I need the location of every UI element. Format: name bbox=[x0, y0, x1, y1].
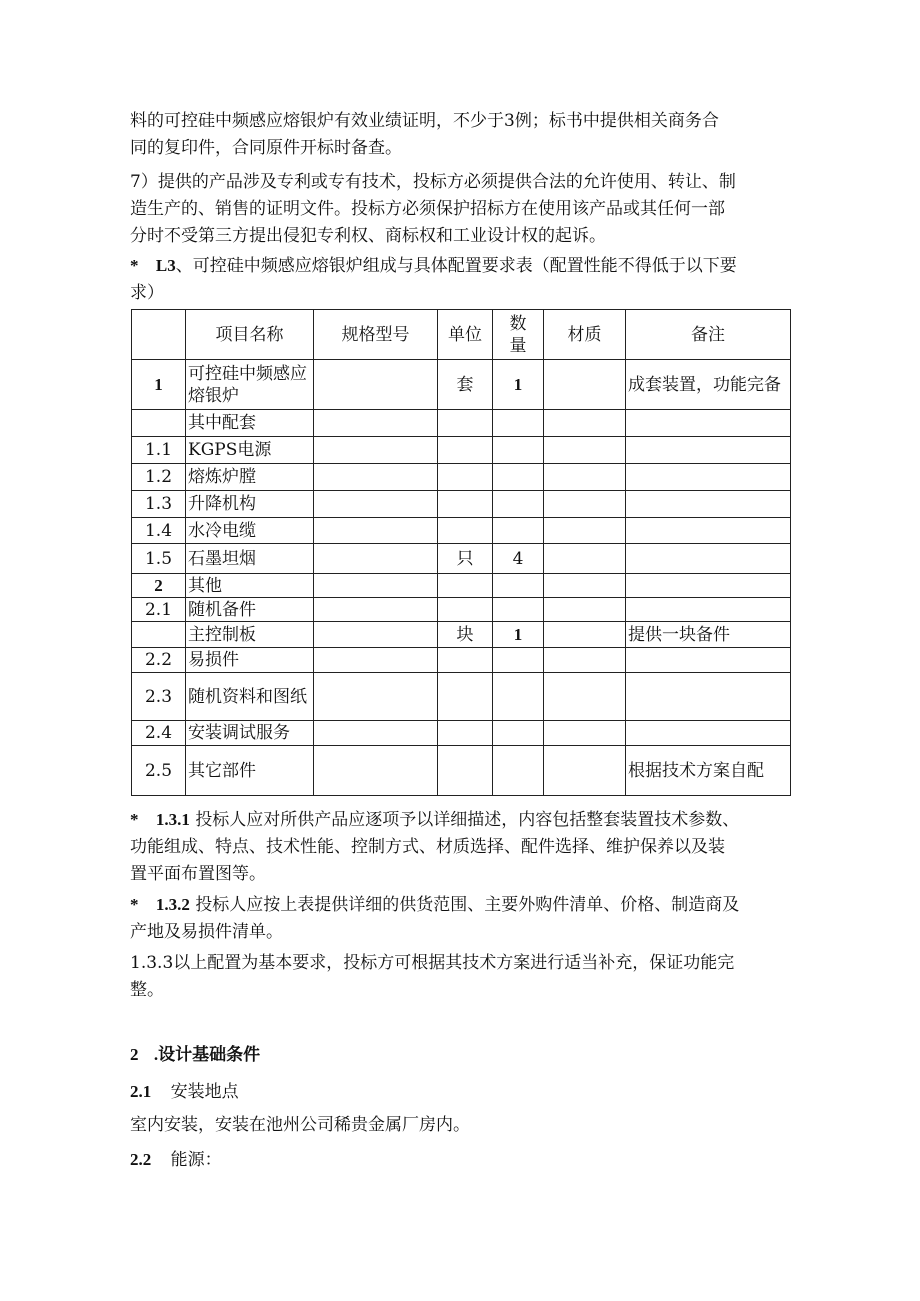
note-1-3-1 bbox=[130, 806, 790, 888]
intro-paragraph bbox=[130, 108, 790, 162]
table-row bbox=[132, 464, 791, 491]
header-unit: 单位 bbox=[438, 310, 493, 360]
row-model bbox=[314, 410, 438, 437]
note-1-3-2 bbox=[130, 891, 790, 946]
row-no: 1 bbox=[132, 360, 186, 410]
row-remark bbox=[626, 648, 791, 673]
table-row bbox=[132, 574, 791, 598]
row-name: 随机备件 bbox=[186, 598, 314, 622]
note-1-3-2-line-1: 投标人应按上表提供详细的供货范围、主要外购件清单、价格、制造商及 bbox=[195, 895, 740, 915]
row-qty: 1 bbox=[493, 360, 544, 410]
row-remark bbox=[626, 464, 791, 491]
header-qty: 数量 bbox=[493, 310, 544, 360]
table-row bbox=[132, 746, 791, 796]
row-model bbox=[314, 464, 438, 491]
row-material bbox=[544, 673, 626, 721]
row-no: 2.3 bbox=[132, 673, 186, 721]
row-name: KGPS电源 bbox=[186, 437, 314, 464]
row-remark bbox=[626, 673, 791, 721]
header-remark: 备注 bbox=[626, 310, 791, 360]
row-name: 升降机构 bbox=[186, 491, 314, 518]
note-1-3-3-line-2: 整。 bbox=[130, 980, 164, 1000]
row-model bbox=[314, 622, 438, 648]
row-remark: 成套装置，功能完备 bbox=[626, 360, 791, 410]
note-1-3-1-line-1: 投标人应对所供产品应逐项予以详细描述，内容包括整套装置技术参数、 bbox=[195, 810, 740, 830]
table-header-row bbox=[132, 310, 791, 360]
section-2-1-body: 室内安装，安装在池州公司稀贵金属厂房内。 bbox=[130, 1115, 470, 1135]
row-qty bbox=[493, 746, 544, 796]
row-unit bbox=[438, 648, 493, 673]
row-material bbox=[544, 574, 626, 598]
row-model bbox=[314, 491, 438, 518]
row-no: 1.1 bbox=[132, 437, 186, 464]
table-row bbox=[132, 673, 791, 721]
row-name: 其中配套 bbox=[186, 410, 314, 437]
row-qty bbox=[493, 437, 544, 464]
table-row bbox=[132, 648, 791, 673]
config-table bbox=[131, 309, 791, 796]
row-unit bbox=[438, 721, 493, 746]
note-1-3-1-star: * bbox=[130, 810, 139, 829]
row-qty bbox=[493, 518, 544, 544]
row-remark bbox=[626, 574, 791, 598]
row-unit bbox=[438, 598, 493, 622]
row-unit bbox=[438, 437, 493, 464]
table-row bbox=[132, 437, 791, 464]
section-2-title: .设计基础条件 bbox=[153, 1045, 261, 1064]
row-model bbox=[314, 721, 438, 746]
row-qty: 1 bbox=[493, 622, 544, 648]
row-model bbox=[314, 574, 438, 598]
row-qty bbox=[493, 648, 544, 673]
row-qty bbox=[493, 598, 544, 622]
row-unit bbox=[438, 464, 493, 491]
table-row bbox=[132, 518, 791, 544]
row-qty: 4 bbox=[493, 544, 544, 574]
row-no: 2.1 bbox=[132, 598, 186, 622]
row-model bbox=[314, 673, 438, 721]
table-row bbox=[132, 410, 791, 437]
row-no: 2 bbox=[132, 574, 186, 598]
item-7-paragraph bbox=[130, 169, 790, 250]
row-name: 可控硅中频感应熔银炉 bbox=[186, 360, 314, 410]
row-remark bbox=[626, 410, 791, 437]
row-remark bbox=[626, 721, 791, 746]
section-2-1-number: 2.1 bbox=[130, 1082, 152, 1101]
section-2-2-title: 能源： bbox=[170, 1150, 222, 1170]
section-2-2-heading bbox=[130, 1146, 790, 1174]
table-row bbox=[132, 491, 791, 518]
row-no: 2.2 bbox=[132, 648, 186, 673]
section-2-1-title: 安装地点 bbox=[170, 1082, 239, 1102]
row-qty bbox=[493, 673, 544, 721]
header-name: 项目名称 bbox=[186, 310, 314, 360]
row-name: 安装调试服务 bbox=[186, 721, 314, 746]
note-1-3-1-line-2: 功能组成、特点、技术性能、控制方式、材质选择、配件选择、维护保养以及装 bbox=[130, 837, 725, 857]
row-no bbox=[132, 622, 186, 648]
row-unit bbox=[438, 491, 493, 518]
table-row bbox=[132, 622, 791, 648]
row-qty bbox=[493, 721, 544, 746]
item-7-line-3: 分时不受第三方提出侵犯专利权、商标权和工业设计权的起诉。 bbox=[130, 226, 606, 246]
section-2-number: 2 bbox=[130, 1045, 139, 1064]
row-name: 随机资料和图纸 bbox=[186, 673, 314, 721]
row-no: 1.2 bbox=[132, 464, 186, 491]
note-1-3-3-line-1: 1.3.3以上配置为基本要求，投标方可根据其技术方案进行适当补充，保证功能完 bbox=[130, 953, 735, 973]
row-no: 1.5 bbox=[132, 544, 186, 574]
row-no: 2.4 bbox=[132, 721, 186, 746]
row-unit bbox=[438, 673, 493, 721]
section-2-2-number: 2.2 bbox=[130, 1150, 152, 1169]
note-1-3-2-number: 1.3.2 bbox=[155, 895, 190, 914]
table-row bbox=[132, 544, 791, 574]
intro-line-2: 同的复印件，合同原件开标时备查。 bbox=[130, 138, 402, 158]
section-2-heading bbox=[130, 1041, 790, 1069]
row-unit bbox=[438, 518, 493, 544]
note-1-3-3 bbox=[130, 950, 790, 1004]
row-model bbox=[314, 598, 438, 622]
row-material bbox=[544, 544, 626, 574]
row-qty bbox=[493, 464, 544, 491]
row-unit: 只 bbox=[438, 544, 493, 574]
row-material bbox=[544, 437, 626, 464]
row-name: 水冷电缆 bbox=[186, 518, 314, 544]
row-remark bbox=[626, 518, 791, 544]
row-model bbox=[314, 648, 438, 673]
row-name: 其它部件 bbox=[186, 746, 314, 796]
item-7-line-1: 7）提供的产品涉及专利或专有技术，投标方必须提供合法的允许使用、转让、制 bbox=[130, 172, 736, 192]
row-remark bbox=[626, 491, 791, 518]
row-name: 其他 bbox=[186, 574, 314, 598]
item-7-line-2: 造生产的、销售的证明文件。投标方必须保护招标方在使用该产品或其任何一部 bbox=[130, 199, 725, 219]
table-title-line-1: 、可控硅中频感应熔银炉组成与具体配置要求表（配置性能不得低于以下要 bbox=[175, 256, 737, 276]
table-row bbox=[132, 598, 791, 622]
row-model bbox=[314, 518, 438, 544]
row-qty bbox=[493, 574, 544, 598]
table-title-number: L3 bbox=[155, 256, 176, 275]
row-unit bbox=[438, 746, 493, 796]
header-material: 材质 bbox=[544, 310, 626, 360]
row-model bbox=[314, 544, 438, 574]
note-1-3-1-line-3: 置平面布置图等。 bbox=[130, 864, 266, 884]
row-no bbox=[132, 410, 186, 437]
row-unit bbox=[438, 410, 493, 437]
row-material bbox=[544, 622, 626, 648]
row-no: 1.3 bbox=[132, 491, 186, 518]
row-qty bbox=[493, 491, 544, 518]
row-material bbox=[544, 491, 626, 518]
row-material bbox=[544, 464, 626, 491]
row-name: 易损件 bbox=[186, 648, 314, 673]
table-title bbox=[130, 252, 790, 307]
row-model bbox=[314, 746, 438, 796]
row-remark bbox=[626, 544, 791, 574]
row-name: 石墨坦烟 bbox=[186, 544, 314, 574]
table-title-star: * bbox=[130, 256, 139, 275]
row-qty bbox=[493, 410, 544, 437]
row-material bbox=[544, 360, 626, 410]
row-material bbox=[544, 518, 626, 544]
note-1-3-2-star: * bbox=[130, 895, 139, 914]
row-model bbox=[314, 437, 438, 464]
table-title-line-2: 求） bbox=[130, 283, 164, 303]
row-no: 1.4 bbox=[132, 518, 186, 544]
row-remark: 根据技术方案自配 bbox=[626, 746, 791, 796]
row-model bbox=[314, 360, 438, 410]
row-unit: 套 bbox=[438, 360, 493, 410]
row-no: 2.5 bbox=[132, 746, 186, 796]
row-unit bbox=[438, 574, 493, 598]
note-1-3-2-line-2: 产地及易损件清单。 bbox=[130, 922, 283, 942]
row-remark: 提供一块备件 bbox=[626, 622, 791, 648]
row-material bbox=[544, 648, 626, 673]
row-material bbox=[544, 598, 626, 622]
intro-line-1: 料的可控硅中频感应熔银炉有效业绩证明，不少于3例；标书中提供相关商务合 bbox=[130, 111, 719, 131]
table-row bbox=[132, 721, 791, 746]
row-unit: 块 bbox=[438, 622, 493, 648]
row-remark bbox=[626, 598, 791, 622]
note-1-3-1-number: 1.3.1 bbox=[155, 810, 190, 829]
row-remark bbox=[626, 437, 791, 464]
table-row bbox=[132, 360, 791, 410]
header-model: 规格型号 bbox=[314, 310, 438, 360]
row-name: 主控制板 bbox=[186, 622, 314, 648]
row-material bbox=[544, 410, 626, 437]
row-name: 熔炼炉膛 bbox=[186, 464, 314, 491]
row-material bbox=[544, 721, 626, 746]
section-2-1-heading bbox=[130, 1078, 790, 1106]
row-material bbox=[544, 746, 626, 796]
header-no bbox=[132, 310, 186, 360]
